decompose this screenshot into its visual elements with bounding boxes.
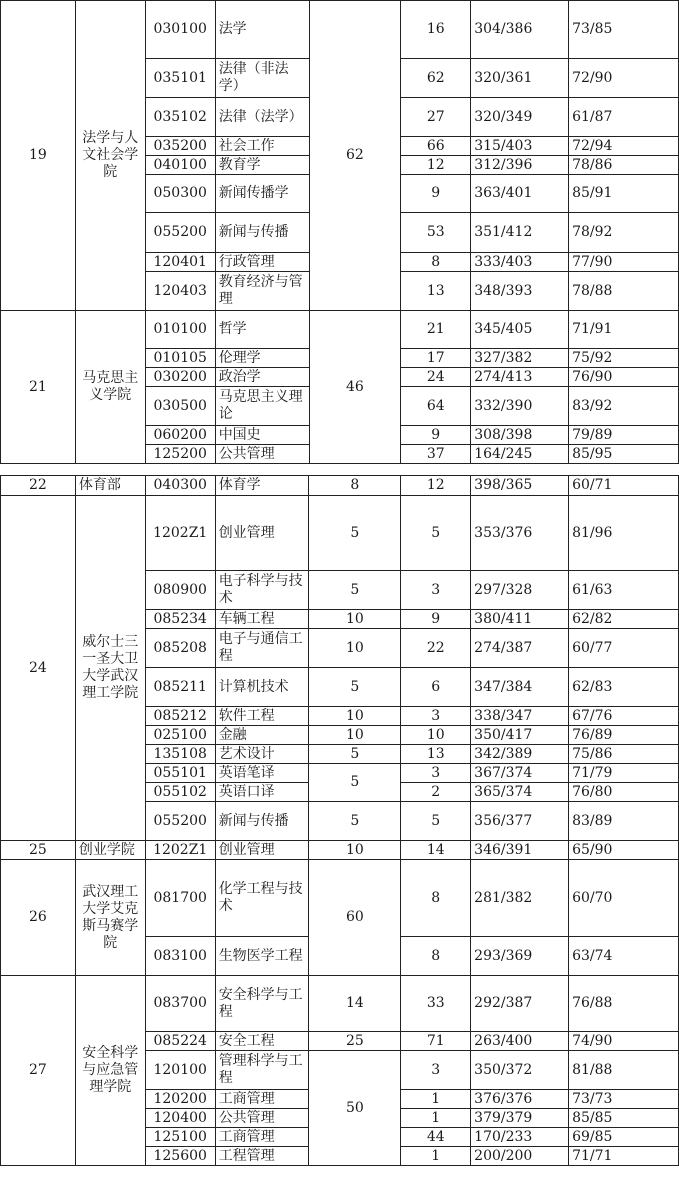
plan-count: 14: [309, 976, 401, 1032]
subject-score-range: 83/89: [569, 802, 679, 841]
major-name: 行政管理: [215, 253, 309, 272]
major-name: 法律（非法学）: [215, 59, 309, 98]
subject-score-range: 77/90: [569, 253, 679, 272]
total-score-range: 379/379: [471, 1109, 569, 1128]
total-score-range: 376/376: [471, 1090, 569, 1109]
major-name: 计算机技术: [215, 668, 309, 707]
major-name: 艺术设计: [215, 745, 309, 764]
total-score-range: 312/396: [471, 156, 569, 175]
plan-count: 5: [309, 571, 401, 610]
major-name: 工商管理: [215, 1128, 309, 1147]
total-score-range: 338/347: [471, 707, 569, 726]
total-score-range: 356/377: [471, 802, 569, 841]
college-name: 武汉理工大学艾克斯马赛学院: [75, 860, 145, 976]
major-name: 软件工程: [215, 707, 309, 726]
total-score-range: 342/389: [471, 745, 569, 764]
table-row: [1, 311, 679, 349]
college-name: 马克思主义学院: [75, 311, 145, 464]
major-name: 管理科学与工程: [215, 1051, 309, 1090]
total-score-range: 347/384: [471, 668, 569, 707]
major-code: 125200: [145, 445, 215, 464]
total-score-range: 398/365: [471, 476, 569, 496]
admitted-count: 5: [401, 802, 471, 841]
total-score-range: 345/405: [471, 311, 569, 349]
subject-score-range: 72/90: [569, 59, 679, 98]
plan-count: 10: [309, 841, 401, 860]
admitted-count: 1: [401, 1147, 471, 1166]
major-code: 120200: [145, 1090, 215, 1109]
major-code: 085234: [145, 610, 215, 629]
major-name: 法学: [215, 1, 309, 59]
subject-score-range: 85/85: [569, 1109, 679, 1128]
subject-score-range: 76/88: [569, 976, 679, 1032]
subject-score-range: 76/90: [569, 368, 679, 387]
major-name: 创业管理: [215, 496, 309, 571]
total-score-range: 292/387: [471, 976, 569, 1032]
major-name: 新闻与传播: [215, 802, 309, 841]
total-score-range: 274/387: [471, 629, 569, 668]
total-score-range: 293/369: [471, 937, 569, 976]
college-name: 安全科学与应急管理学院: [75, 976, 145, 1166]
plan-count: 10: [309, 610, 401, 629]
major-name: 教育学: [215, 156, 309, 175]
major-name: 政治学: [215, 368, 309, 387]
college-number: 27: [1, 976, 76, 1166]
table-row: [1, 476, 679, 496]
major-code: 135108: [145, 745, 215, 764]
college-name: 创业学院: [75, 841, 145, 860]
major-name: 法律（法学）: [215, 98, 309, 137]
major-name: 哲学: [215, 311, 309, 349]
admitted-count: 64: [401, 387, 471, 426]
major-code: 035200: [145, 137, 215, 156]
plan-count: 10: [309, 629, 401, 668]
admitted-count: 8: [401, 860, 471, 937]
admitted-count: 16: [401, 1, 471, 59]
major-name: 英语笔译: [215, 764, 309, 783]
major-code: 040100: [145, 156, 215, 175]
major-name: 公共管理: [215, 445, 309, 464]
total-score-range: 308/398: [471, 426, 569, 445]
total-score-range: 164/245: [471, 445, 569, 464]
major-code: 120100: [145, 1051, 215, 1090]
admitted-count: 9: [401, 610, 471, 629]
page-break-gap: [0, 464, 679, 475]
admitted-count: 8: [401, 253, 471, 272]
admitted-count: 13: [401, 745, 471, 764]
subject-score-range: 65/90: [569, 841, 679, 860]
major-code: 085212: [145, 707, 215, 726]
subject-score-range: 63/74: [569, 937, 679, 976]
admitted-count: 6: [401, 668, 471, 707]
total-score-range: 351/412: [471, 213, 569, 253]
subject-score-range: 76/80: [569, 783, 679, 802]
plan-count: 5: [309, 745, 401, 764]
plan-count: 62: [309, 1, 401, 311]
college-number: 24: [1, 496, 76, 841]
plan-count: 46: [309, 311, 401, 464]
college-number: 25: [1, 841, 76, 860]
major-name: 体育学: [215, 476, 309, 496]
major-name: 电子科学与技术: [215, 571, 309, 610]
admitted-count: 9: [401, 175, 471, 213]
total-score-range: 348/393: [471, 272, 569, 311]
subject-score-range: 78/86: [569, 156, 679, 175]
admitted-count: 5: [401, 496, 471, 571]
major-name: 工商管理: [215, 1090, 309, 1109]
admitted-count: 21: [401, 311, 471, 349]
admitted-count: 17: [401, 349, 471, 368]
major-code: 085224: [145, 1032, 215, 1051]
major-code: 055200: [145, 213, 215, 253]
plan-count: 5: [309, 802, 401, 841]
admitted-count: 9: [401, 426, 471, 445]
admitted-count: 24: [401, 368, 471, 387]
major-name: 化学工程与技术: [215, 860, 309, 937]
admitted-count: 62: [401, 59, 471, 98]
college-name: 法学与人文社会学院: [75, 1, 145, 311]
plan-count: 10: [309, 707, 401, 726]
admitted-count: 33: [401, 976, 471, 1032]
admitted-count: 14: [401, 841, 471, 860]
admitted-count: 44: [401, 1128, 471, 1147]
subject-score-range: 85/95: [569, 445, 679, 464]
subject-score-range: 71/79: [569, 764, 679, 783]
college-name: 威尔士三一圣大卫大学武汉理工学院: [75, 496, 145, 841]
major-name: 伦理学: [215, 349, 309, 368]
college-name: 体育部: [75, 476, 145, 496]
admitted-count: 71: [401, 1032, 471, 1051]
admitted-count: 37: [401, 445, 471, 464]
subject-score-range: 71/91: [569, 311, 679, 349]
plan-count: 5: [309, 668, 401, 707]
major-name: 车辆工程: [215, 610, 309, 629]
subject-score-range: 85/91: [569, 175, 679, 213]
subject-score-range: 74/90: [569, 1032, 679, 1051]
major-code: 040300: [145, 476, 215, 496]
admission-table-part-2: [0, 475, 679, 1166]
major-code: 055102: [145, 783, 215, 802]
major-code: 030200: [145, 368, 215, 387]
major-code: 060200: [145, 426, 215, 445]
major-name: 新闻传播学: [215, 175, 309, 213]
subject-score-range: 62/82: [569, 610, 679, 629]
subject-score-range: 71/71: [569, 1147, 679, 1166]
total-score-range: 320/349: [471, 98, 569, 137]
major-code: 085211: [145, 668, 215, 707]
major-code: 055101: [145, 764, 215, 783]
major-name: 安全工程: [215, 1032, 309, 1051]
major-name: 教育经济与管理: [215, 272, 309, 311]
total-score-range: 263/400: [471, 1032, 569, 1051]
subject-score-range: 61/63: [569, 571, 679, 610]
major-code: 030100: [145, 1, 215, 59]
college-number: 21: [1, 311, 76, 464]
major-name: 中国史: [215, 426, 309, 445]
subject-score-range: 67/76: [569, 707, 679, 726]
major-name: 安全科学与工程: [215, 976, 309, 1032]
admitted-count: 66: [401, 137, 471, 156]
subject-score-range: 81/96: [569, 496, 679, 571]
total-score-range: 332/390: [471, 387, 569, 426]
admitted-count: 10: [401, 726, 471, 745]
subject-score-range: 73/73: [569, 1090, 679, 1109]
table-row: [1, 976, 679, 1032]
total-score-range: 170/233: [471, 1128, 569, 1147]
major-code: 1202Z1: [145, 841, 215, 860]
major-code: 035102: [145, 98, 215, 137]
subject-score-range: 73/85: [569, 1, 679, 59]
major-code: 055200: [145, 802, 215, 841]
admitted-count: 1: [401, 1109, 471, 1128]
plan-count: 60: [309, 860, 401, 976]
admitted-count: 3: [401, 764, 471, 783]
total-score-range: 363/401: [471, 175, 569, 213]
admitted-count: 27: [401, 98, 471, 137]
total-score-range: 346/391: [471, 841, 569, 860]
total-score-range: 200/200: [471, 1147, 569, 1166]
college-number: 22: [1, 476, 76, 496]
total-score-range: 315/403: [471, 137, 569, 156]
college-number: 19: [1, 1, 76, 311]
table-row: [1, 1, 679, 59]
plan-count: 5: [309, 496, 401, 571]
subject-score-range: 60/77: [569, 629, 679, 668]
major-code: 081700: [145, 860, 215, 937]
subject-score-range: 60/70: [569, 860, 679, 937]
admitted-count: 12: [401, 156, 471, 175]
major-code: 080900: [145, 571, 215, 610]
major-code: 050300: [145, 175, 215, 213]
subject-score-range: 61/87: [569, 98, 679, 137]
admitted-count: 8: [401, 937, 471, 976]
plan-count: 10: [309, 726, 401, 745]
table-row: [1, 860, 679, 937]
major-name: 创业管理: [215, 841, 309, 860]
total-score-range: 320/361: [471, 59, 569, 98]
major-code: 030500: [145, 387, 215, 426]
major-name: 生物医学工程: [215, 937, 309, 976]
total-score-range: 297/328: [471, 571, 569, 610]
total-score-range: 304/386: [471, 1, 569, 59]
subject-score-range: 76/89: [569, 726, 679, 745]
admission-table-part-1: [0, 0, 679, 464]
admitted-count: 22: [401, 629, 471, 668]
college-number: 26: [1, 860, 76, 976]
major-code: 120400: [145, 1109, 215, 1128]
major-name: 英语口译: [215, 783, 309, 802]
admitted-count: 12: [401, 476, 471, 496]
total-score-range: 327/382: [471, 349, 569, 368]
plan-count: 8: [309, 476, 401, 496]
major-name: 电子与通信工程: [215, 629, 309, 668]
subject-score-range: 75/86: [569, 745, 679, 764]
subject-score-range: 83/92: [569, 387, 679, 426]
major-code: 010100: [145, 311, 215, 349]
admitted-count: 13: [401, 272, 471, 311]
major-code: 035101: [145, 59, 215, 98]
major-name: 马克思主义理论: [215, 387, 309, 426]
major-code: 025100: [145, 726, 215, 745]
total-score-range: 333/403: [471, 253, 569, 272]
major-name: 社会工作: [215, 137, 309, 156]
major-code: 120403: [145, 272, 215, 311]
total-score-range: 274/413: [471, 368, 569, 387]
plan-count: 50: [309, 1051, 401, 1166]
admitted-count: 53: [401, 213, 471, 253]
total-score-range: 365/374: [471, 783, 569, 802]
subject-score-range: 62/83: [569, 668, 679, 707]
major-name: 金融: [215, 726, 309, 745]
subject-score-range: 69/85: [569, 1128, 679, 1147]
major-code: 125600: [145, 1147, 215, 1166]
admitted-count: 1: [401, 1090, 471, 1109]
major-code: 083700: [145, 976, 215, 1032]
admitted-count: 2: [401, 783, 471, 802]
total-score-range: 350/372: [471, 1051, 569, 1090]
major-code: 1202Z1: [145, 496, 215, 571]
total-score-range: 350/417: [471, 726, 569, 745]
subject-score-range: 79/89: [569, 426, 679, 445]
total-score-range: 281/382: [471, 860, 569, 937]
major-code: 083100: [145, 937, 215, 976]
major-name: 工程管理: [215, 1147, 309, 1166]
total-score-range: 367/374: [471, 764, 569, 783]
subject-score-range: 72/94: [569, 137, 679, 156]
admitted-count: 3: [401, 1051, 471, 1090]
total-score-range: 353/376: [471, 496, 569, 571]
major-name: 新闻与传播: [215, 213, 309, 253]
plan-count: 25: [309, 1032, 401, 1051]
major-name: 公共管理: [215, 1109, 309, 1128]
major-code: 120401: [145, 253, 215, 272]
subject-score-range: 81/88: [569, 1051, 679, 1090]
admitted-count: 3: [401, 571, 471, 610]
subject-score-range: 75/92: [569, 349, 679, 368]
subject-score-range: 60/71: [569, 476, 679, 496]
table-row: [1, 841, 679, 860]
subject-score-range: 78/92: [569, 213, 679, 253]
plan-count: 5: [309, 764, 401, 802]
major-code: 085208: [145, 629, 215, 668]
total-score-range: 380/411: [471, 610, 569, 629]
admitted-count: 3: [401, 707, 471, 726]
major-code: 010105: [145, 349, 215, 368]
subject-score-range: 78/88: [569, 272, 679, 311]
major-code: 125100: [145, 1128, 215, 1147]
table-row: [1, 496, 679, 571]
